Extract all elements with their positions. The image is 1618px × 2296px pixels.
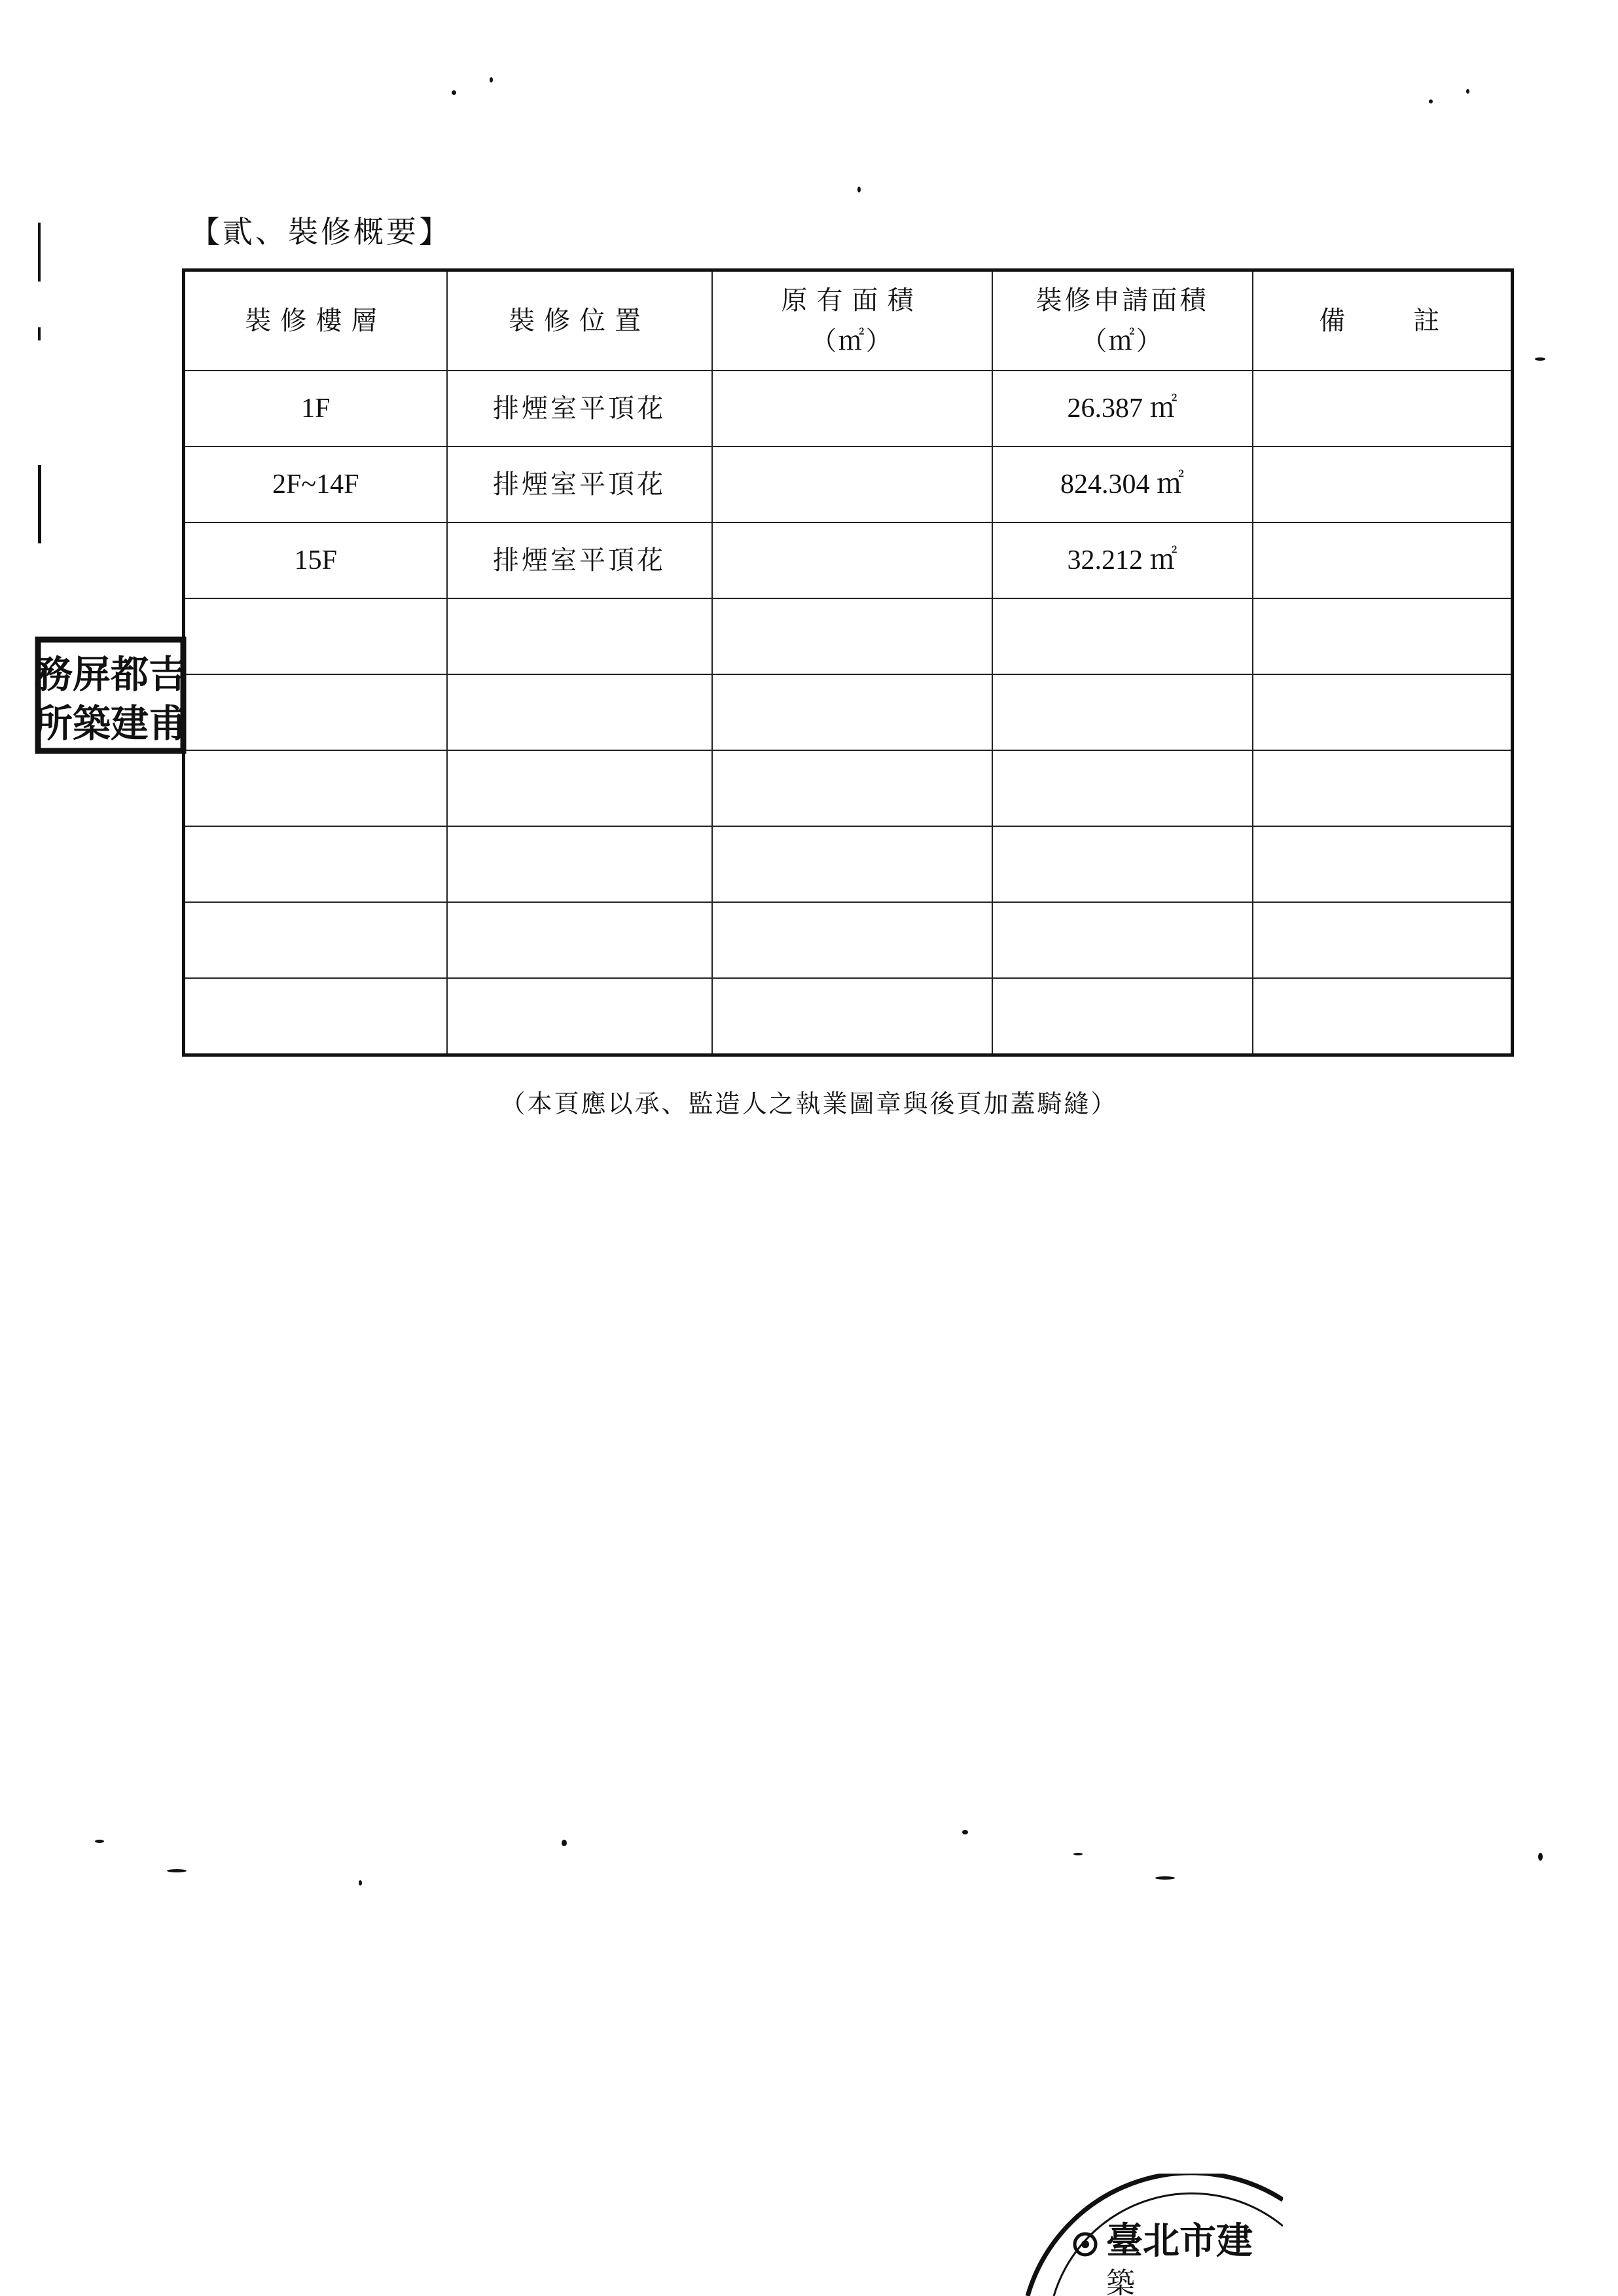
architect-stamp-left [26, 625, 190, 763]
cell-floor [184, 598, 447, 674]
cell-floor: 15F [184, 522, 447, 598]
scan-speck [857, 187, 861, 192]
cell-original-area [712, 371, 992, 446]
scan-speck [1429, 100, 1433, 103]
cell-original-area [712, 598, 992, 674]
page-footnote: （本頁應以承、監造人之執業圖章與後頁加蓋騎縫） [500, 1089, 1118, 1118]
cell-location [447, 598, 712, 674]
cell-floor [184, 674, 447, 750]
scan-speck [452, 90, 456, 95]
section-title: 【貳、裝修概要】 [190, 214, 452, 249]
svg-text:臺北市建: 臺北市建 [1106, 2219, 1253, 2263]
header-unit: （㎡） [810, 326, 893, 356]
scan-speck [490, 77, 493, 82]
table-row [184, 446, 1513, 522]
header-original-area: 原有面積 （㎡） [712, 270, 992, 371]
table-row [184, 902, 1513, 978]
cell-floor: 1F [184, 371, 447, 446]
cell-original-area [712, 750, 992, 826]
cell-applied-area [992, 978, 1253, 1055]
cell-applied-area: 26.387 ㎡ [992, 371, 1253, 446]
table-row [184, 522, 1513, 598]
cell-floor [184, 978, 447, 1055]
binding-mark [38, 465, 41, 543]
scan-speck [359, 1880, 362, 1886]
cell-original-area [712, 902, 992, 978]
cell-floor [184, 750, 447, 826]
cell-remark [1253, 902, 1513, 978]
cell-location [447, 978, 712, 1055]
table-row [184, 978, 1513, 1055]
cell-remark [1253, 522, 1513, 598]
cell-remark [1253, 446, 1513, 522]
header-floor: 裝修樓層 [184, 270, 447, 371]
table-row [184, 371, 1513, 446]
header-remark: 備 註 [1253, 270, 1513, 371]
scan-speck [95, 1840, 104, 1843]
scan-speck [1073, 1853, 1083, 1855]
cell-location [447, 902, 712, 978]
cell-location [447, 674, 712, 750]
cell-location: 排煙室平頂花 [447, 522, 712, 598]
binding-mark [38, 223, 41, 282]
cell-original-area [712, 446, 992, 522]
cell-original-area [712, 978, 992, 1055]
cell-remark [1253, 978, 1513, 1055]
scan-speck [167, 1869, 187, 1872]
scan-speck [1538, 1853, 1543, 1861]
cell-location: 排煙室平頂花 [447, 371, 712, 446]
cell-floor [184, 826, 447, 902]
cell-location [447, 826, 712, 902]
svg-text:築: 築 [1106, 2267, 1135, 2296]
header-applied-area: 裝修申請面積 （㎡） [992, 270, 1253, 371]
cell-location [447, 750, 712, 826]
header-unit: （㎡） [1081, 326, 1164, 356]
cell-original-area [712, 522, 992, 598]
cell-applied-area [992, 826, 1253, 902]
table-row [184, 598, 1513, 674]
cell-applied-area [992, 598, 1253, 674]
scan-speck [1155, 1876, 1175, 1880]
cell-applied-area [992, 674, 1253, 750]
cell-remark [1253, 371, 1513, 446]
architect-stamp-graphic [26, 625, 190, 763]
scan-speck [562, 1840, 567, 1846]
scan-speck [962, 1830, 968, 1834]
cell-original-area [712, 674, 992, 750]
cell-remark [1253, 826, 1513, 902]
svg-text:所築建甫: 所築建甫 [34, 701, 187, 746]
cell-applied-area: 32.212 ㎡ [992, 522, 1253, 598]
table-header-row [184, 270, 1513, 371]
cell-remark [1253, 750, 1513, 826]
binding-mark [38, 327, 41, 340]
cell-original-area [712, 826, 992, 902]
svg-text:務屏都吉: 務屏都吉 [34, 652, 187, 697]
cell-floor [184, 902, 447, 978]
scan-speck [1535, 357, 1545, 361]
cell-applied-area: 824.304 ㎡ [992, 446, 1253, 522]
table-row [184, 674, 1513, 750]
table-row [184, 826, 1513, 902]
cell-applied-area [992, 750, 1253, 826]
cell-applied-area [992, 902, 1253, 978]
cell-floor: 2F~14F [184, 446, 447, 522]
header-location: 裝修位置 [447, 270, 712, 371]
scan-speck [1466, 89, 1469, 94]
renovation-summary-table [182, 268, 1514, 1057]
cell-location: 排煙室平頂花 [447, 446, 712, 522]
table-row [184, 750, 1513, 826]
cell-remark [1253, 598, 1513, 674]
city-seal-stamp [1008, 2174, 1283, 2296]
cell-remark [1253, 674, 1513, 750]
city-seal-graphic [1008, 2174, 1283, 2296]
